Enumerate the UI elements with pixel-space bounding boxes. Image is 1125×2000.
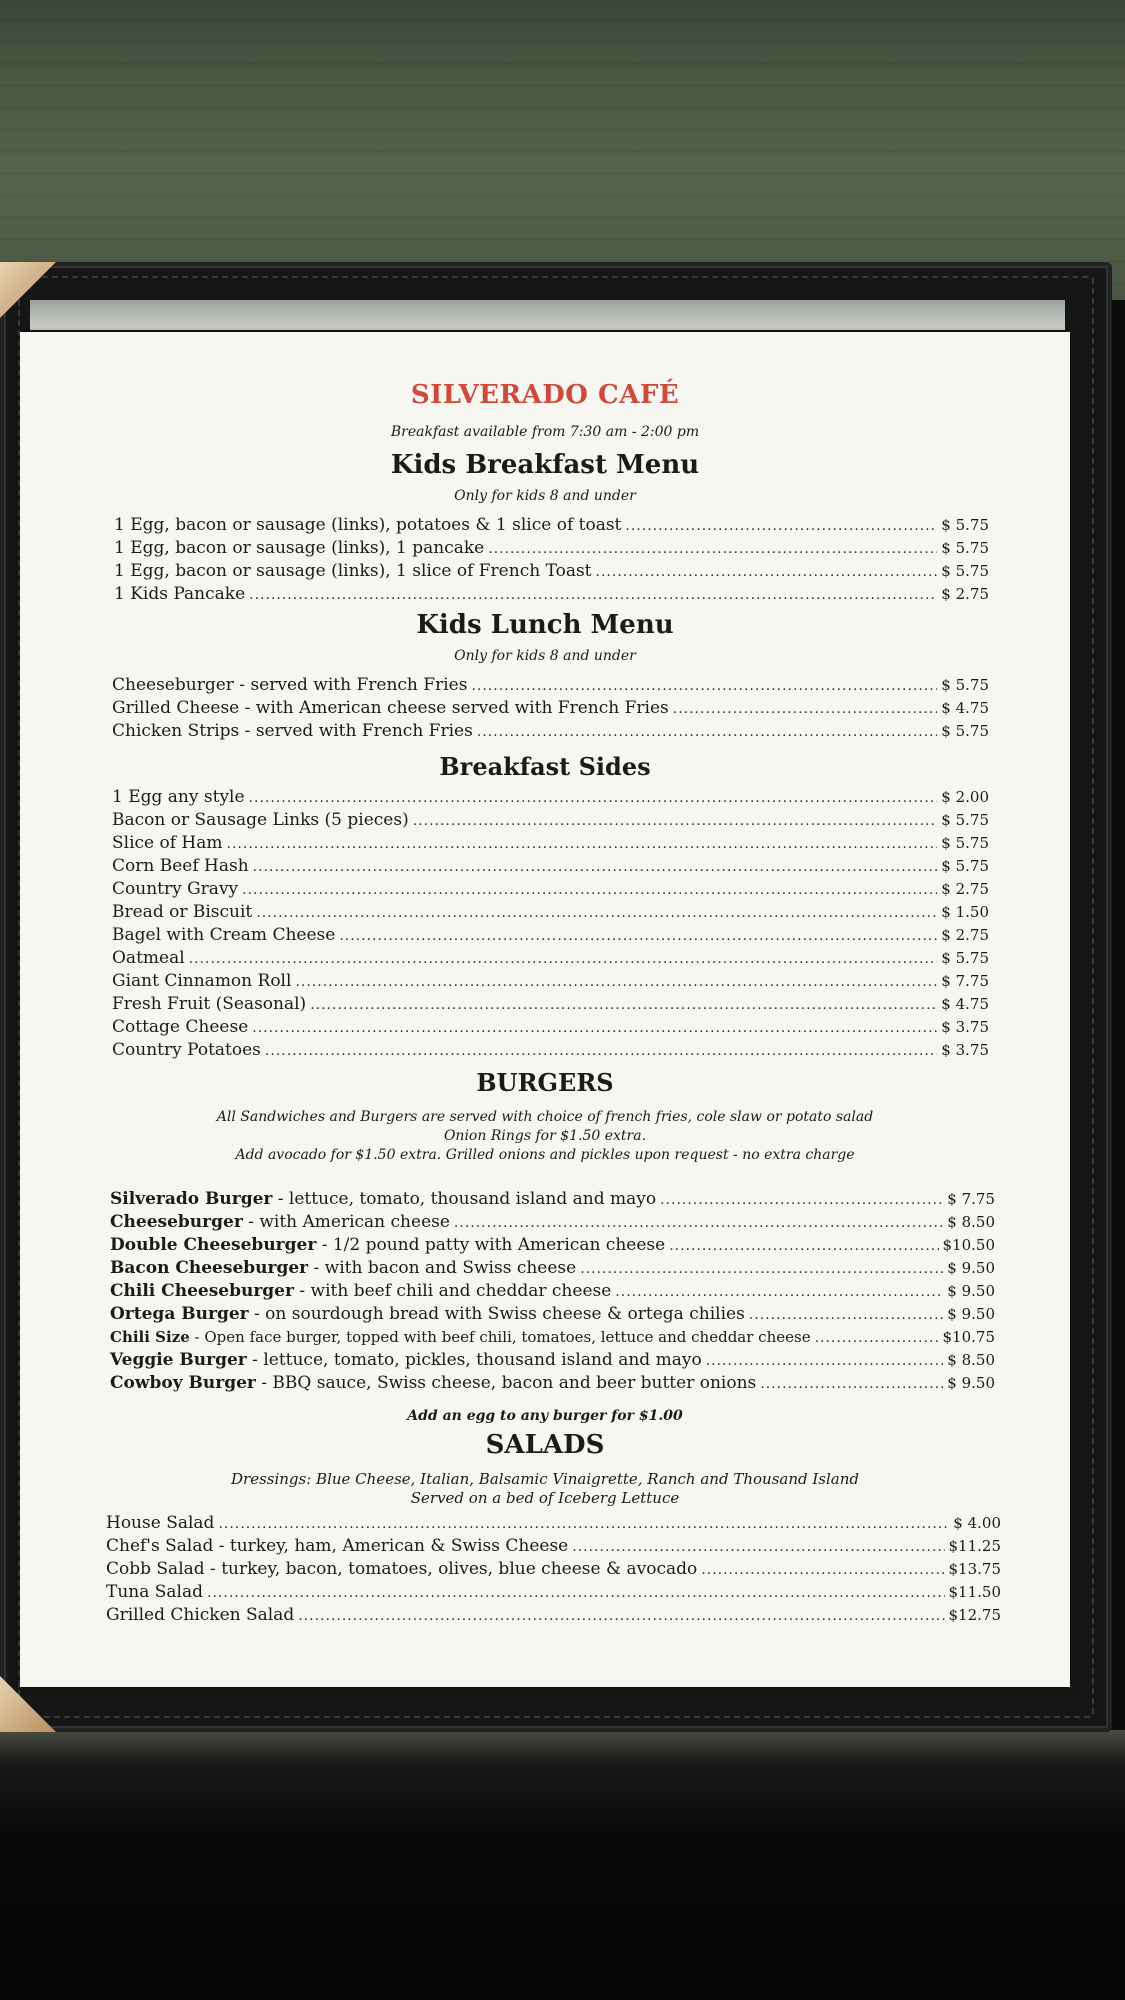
item-price: $13.75 — [948, 1560, 1001, 1578]
item-price: $ 5.75 — [941, 676, 989, 694]
item-label: Fresh Fruit (Seasonal) — [112, 994, 307, 1014]
leader-dots — [706, 1350, 944, 1373]
list-item — [110, 1211, 995, 1234]
item-price: $ 4.75 — [941, 699, 989, 717]
leader-dots — [189, 948, 938, 971]
item-name: Bacon Cheeseburger — [110, 1258, 309, 1278]
item-price: $ 3.75 — [941, 1018, 989, 1036]
list-item — [110, 1326, 995, 1349]
item-label: Giant Cinnamon Roll — [112, 971, 292, 991]
item-price: $ 5.75 — [941, 562, 989, 580]
salads-notes — [20, 1470, 1070, 1508]
table-shadow — [0, 1730, 1125, 2000]
item-label: 1 Kids Pancake — [114, 584, 246, 604]
list-item — [112, 832, 989, 855]
egg-addon-note: Add an egg to any burger for $1.00 — [407, 1408, 683, 1424]
item-label: House Salad — [106, 1513, 215, 1533]
list-item — [106, 1604, 1001, 1627]
item-label: Grilled Chicken Salad — [106, 1605, 295, 1625]
list-item — [112, 697, 989, 720]
list-item — [112, 901, 989, 924]
leader-dots — [701, 1559, 944, 1582]
item-name: Double Cheeseburger — [110, 1235, 317, 1255]
list-item — [110, 1303, 995, 1326]
list-item — [106, 1558, 1001, 1581]
list-item — [112, 786, 989, 809]
list-item — [110, 1257, 995, 1280]
leader-dots — [625, 515, 937, 538]
leader-dots — [669, 1235, 938, 1258]
leader-dots — [339, 925, 937, 948]
item-label: Bacon or Sausage Links (5 pieces) — [112, 810, 409, 830]
item-price: $ 5.75 — [941, 834, 989, 852]
salads-note: Served on a bed of Iceberg Lettuce — [410, 1489, 680, 1507]
leader-dots — [207, 1582, 944, 1605]
list-item — [112, 924, 989, 947]
list-item — [114, 514, 989, 537]
item-price: $ 5.75 — [941, 949, 989, 967]
item-label: Oatmeal — [112, 948, 185, 968]
leader-dots — [249, 787, 938, 810]
item-price: $ 1.50 — [941, 903, 989, 921]
list-item — [112, 970, 989, 993]
item-price: $ 8.50 — [947, 1351, 995, 1369]
table-surface — [0, 0, 1125, 300]
leader-dots — [673, 698, 938, 721]
item-label: Cheeseburger - served with French Fries — [112, 675, 468, 695]
kids-breakfast-note: Only for kids 8 and under — [454, 488, 636, 504]
burgers-note: All Sandwiches and Burgers are served with choice of french fries, cole slaw or potato salad — [216, 1109, 874, 1125]
leader-dots — [218, 1513, 949, 1536]
leader-dots — [572, 1536, 944, 1559]
kids-lunch-title: Kids Lunch Menu — [416, 610, 674, 640]
list-item — [114, 560, 989, 583]
burgers-note: Add avocado for $1.50 extra. Grilled onions and pickles upon request - no extra charge — [235, 1147, 855, 1163]
list-item — [112, 720, 989, 743]
list-item — [112, 993, 989, 1016]
item-label: 1 Egg, bacon or sausage (links), 1 slice of French Toast — [114, 561, 592, 581]
salads-list — [106, 1512, 1001, 1627]
list-item — [110, 1280, 995, 1303]
item-label: 1 Egg, bacon or sausage (links), potatoes & 1 slice of toast — [114, 515, 622, 535]
item-desc: - with American cheese — [242, 1212, 450, 1232]
burgers-title: BURGERS — [476, 1068, 614, 1097]
list-item — [106, 1535, 1001, 1558]
leader-dots — [580, 1258, 943, 1281]
leader-dots — [253, 856, 938, 879]
item-price: $ 4.00 — [953, 1514, 1001, 1532]
item-price: $ 9.50 — [947, 1259, 995, 1277]
leader-dots — [615, 1281, 943, 1304]
leader-dots — [596, 561, 938, 584]
item-label: 1 Egg, bacon or sausage (links), 1 pancake — [114, 538, 485, 558]
list-item — [112, 855, 989, 878]
item-price: $ 2.75 — [941, 926, 989, 944]
list-item — [112, 1016, 989, 1039]
list-item — [112, 809, 989, 832]
item-label: 1 Egg any style — [112, 787, 245, 807]
menu-page — [20, 332, 1070, 1687]
list-item — [112, 878, 989, 901]
leader-dots — [252, 1017, 937, 1040]
item-price: $ 7.75 — [941, 972, 989, 990]
salads-title: SALADS — [485, 1430, 605, 1460]
item-price: $ 5.75 — [941, 722, 989, 740]
item-name: Veggie Burger — [110, 1350, 247, 1370]
item-desc: - Open face burger, topped with beef chili, tomatoes, lettuce and cheddar cheese — [189, 1328, 811, 1346]
list-item — [112, 947, 989, 970]
item-name: Silverado Burger — [110, 1189, 273, 1209]
list-item — [106, 1581, 1001, 1604]
kids-lunch-list — [112, 674, 989, 743]
leader-dots — [471, 675, 937, 698]
list-item — [114, 537, 989, 560]
leader-dots — [749, 1304, 943, 1327]
item-desc: - BBQ sauce, Swiss cheese, bacon and beer butter onions — [255, 1373, 757, 1393]
leader-dots — [256, 902, 937, 925]
item-price: $10.75 — [942, 1328, 995, 1346]
item-price: $ 9.50 — [947, 1282, 995, 1300]
item-price: $ 7.75 — [947, 1190, 995, 1208]
item-label: Cottage Cheese — [112, 1017, 249, 1037]
item-price: $ 9.50 — [947, 1374, 995, 1392]
item-price: $ 9.50 — [947, 1305, 995, 1323]
leader-dots — [249, 584, 937, 607]
item-price: $ 8.50 — [947, 1213, 995, 1231]
list-item — [112, 674, 989, 697]
leader-dots — [660, 1189, 943, 1212]
item-price: $ 2.75 — [941, 880, 989, 898]
item-name: Ortega Burger — [110, 1304, 249, 1324]
item-name: Cowboy Burger — [110, 1373, 256, 1393]
kids-lunch-note: Only for kids 8 and under — [454, 648, 636, 664]
item-price: $ 5.75 — [941, 811, 989, 829]
leader-dots — [815, 1327, 939, 1350]
kids-breakfast-title: Kids Breakfast Menu — [390, 450, 700, 480]
item-name: Chili Cheeseburger — [110, 1281, 294, 1301]
item-price: $11.50 — [948, 1583, 1001, 1601]
breakfast-hours: Breakfast available from 7:30 am - 2:00 pm — [390, 424, 700, 440]
list-item — [110, 1349, 995, 1372]
item-label: Bagel with Cream Cheese — [112, 925, 336, 945]
breakfast-sides-list — [112, 786, 989, 1062]
item-desc: - lettuce, tomato, pickles, thousand island and mayo — [246, 1350, 702, 1370]
item-label: Slice of Ham — [112, 833, 223, 853]
burgers-list — [110, 1188, 995, 1395]
item-label: Country Gravy — [112, 879, 239, 899]
leader-dots — [310, 994, 937, 1017]
item-label: Chicken Strips - served with French Fries — [112, 721, 473, 741]
burgers-notes — [20, 1108, 1070, 1165]
kids-breakfast-list — [114, 514, 989, 606]
item-label: Tuna Salad — [106, 1582, 204, 1602]
item-label: Grilled Cheese - with American cheese served with French Fries — [112, 698, 669, 718]
item-price: $ 4.75 — [941, 995, 989, 1013]
item-desc: - with bacon and Swiss cheese — [308, 1258, 577, 1278]
item-name: Cheeseburger — [110, 1212, 243, 1232]
leader-dots — [227, 833, 938, 856]
item-label: Corn Beef Hash — [112, 856, 249, 876]
list-item — [110, 1188, 995, 1211]
item-price: $12.75 — [948, 1606, 1001, 1624]
list-item — [114, 583, 989, 606]
item-label: Chef's Salad - turkey, ham, American & Swiss Cheese — [106, 1536, 569, 1556]
item-label: Cobb Salad - turkey, bacon, tomatoes, olives, blue cheese & avocado — [106, 1559, 698, 1579]
list-item — [112, 1039, 989, 1062]
list-item — [110, 1234, 995, 1257]
leader-dots — [295, 971, 937, 994]
item-desc: - 1/2 pound patty with American cheese — [316, 1235, 666, 1255]
leader-dots — [265, 1040, 937, 1063]
cafe-title: SILVERADO CAFÉ — [410, 380, 680, 410]
leader-dots — [477, 721, 937, 744]
list-item — [110, 1372, 995, 1395]
breakfast-sides-title: Breakfast Sides — [439, 752, 651, 781]
item-price: $11.25 — [948, 1537, 1001, 1555]
item-price: $ 3.75 — [941, 1041, 989, 1059]
burgers-note: Onion Rings for $1.50 extra. — [443, 1128, 647, 1144]
item-label: Country Potatoes — [112, 1040, 261, 1060]
item-label: Bread or Biscuit — [112, 902, 253, 922]
item-price: $ 2.75 — [941, 585, 989, 603]
salads-note: Dressings: Blue Cheese, Italian, Balsamic Vinaigrette, Ranch and Thousand Island — [231, 1470, 859, 1488]
item-desc: - lettuce, tomato, thousand island and mayo — [272, 1189, 657, 1209]
item-desc: - with beef chili and cheddar cheese — [293, 1281, 612, 1301]
leader-dots — [298, 1605, 944, 1628]
leader-dots — [760, 1373, 943, 1396]
plastic-sleeve — [30, 300, 1065, 330]
leader-dots — [488, 538, 937, 561]
item-price: $ 5.75 — [941, 516, 989, 534]
item-price: $ 2.00 — [941, 788, 989, 806]
item-price: $ 5.75 — [941, 539, 989, 557]
item-price: $10.50 — [942, 1236, 995, 1254]
item-desc: - on sourdough bread with Swiss cheese & ortega chilies — [248, 1304, 745, 1324]
item-price: $ 5.75 — [941, 857, 989, 875]
leader-dots — [454, 1212, 943, 1235]
item-name: Chili Size — [110, 1328, 190, 1346]
leader-dots — [413, 810, 938, 833]
list-item — [106, 1512, 1001, 1535]
leader-dots — [242, 879, 937, 902]
